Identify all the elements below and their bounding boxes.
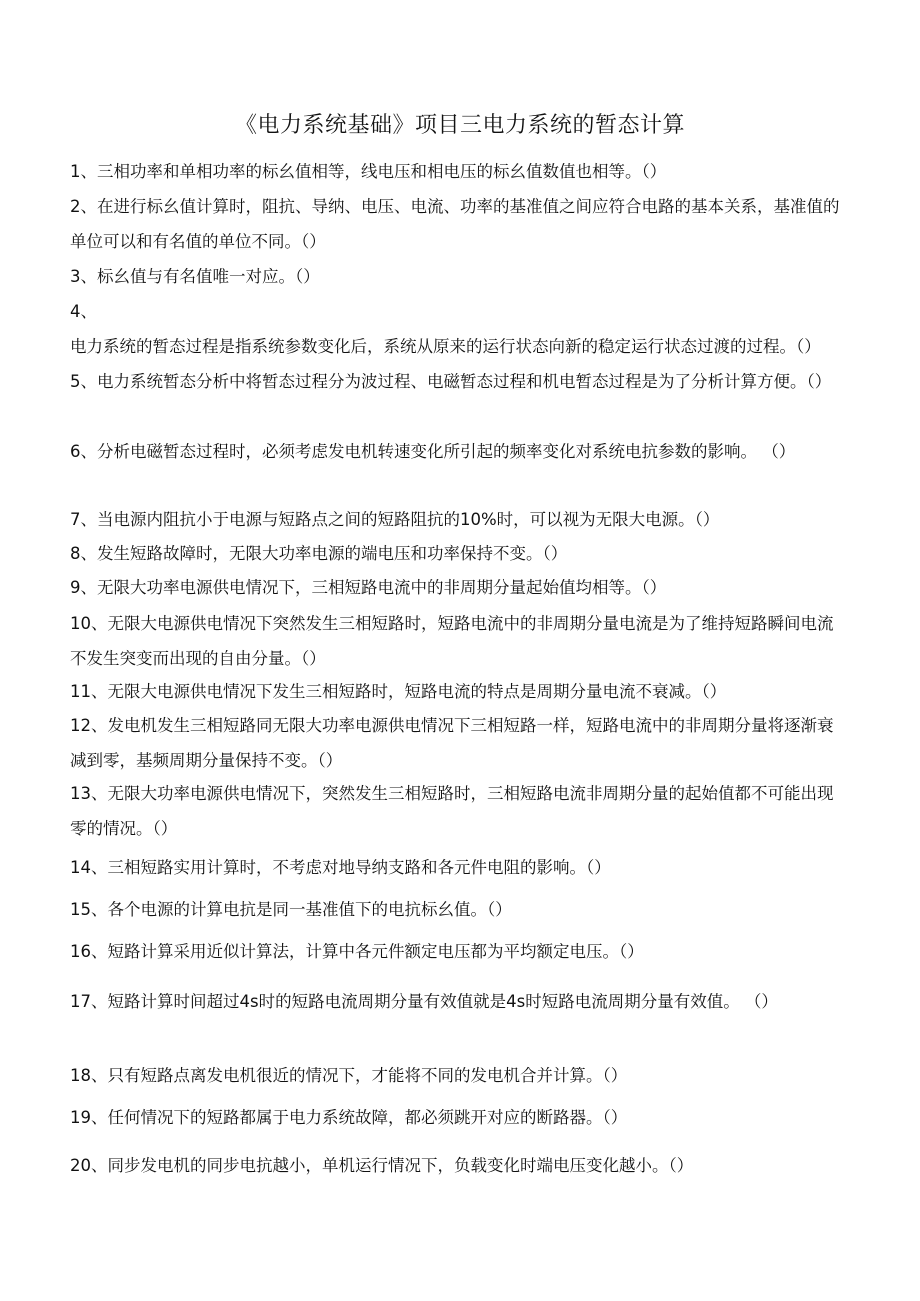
- question-number: 13、: [70, 784, 108, 803]
- question-text: 电力系统暂态分析中将暂态过程分为波过程、电磁暂态过程和机电暂态过程是为了分析计算方便。（）: [97, 372, 832, 391]
- question-number: 7、: [70, 510, 97, 529]
- question-text: 同步发电机的同步电抗越小，单机运行情况下，负载变化时端电压变化越小。（）: [107, 1156, 694, 1175]
- page-title: 《电力系统基础》项目三电力系统的暂态计算: [234, 113, 685, 138]
- question-text: 当电源内阻抗小于电源与短路点之间的短路阻抗的10%时，可以视为无限大电源。（）: [97, 510, 720, 529]
- question-text: 三相功率和单相功率的标幺值相等，线电压和相电压的标幺值数值也相等。（）: [97, 162, 667, 181]
- question-item: [70, 536, 845, 571]
- question-number: 19、: [70, 1108, 108, 1127]
- question-item: [70, 934, 845, 969]
- question-text: 发生短路故障时，无限大功率电源的端电压和功率保持不变。（）: [97, 544, 568, 563]
- question-item: [70, 606, 845, 676]
- question-number: 4、: [70, 302, 97, 321]
- question-text: 各个电源的计算电抗是同一基准值下的电抗标幺值。（）: [107, 900, 512, 919]
- question-item: [70, 708, 845, 778]
- question-item: [70, 1148, 845, 1183]
- question-text: 无限大功率电源供电情况下，突然发生三相短路时，三相短路电流非周期分量的起始值都不可能出现零的情况。（）: [70, 784, 834, 838]
- question-item: [70, 259, 845, 294]
- question-item: [70, 364, 845, 399]
- question-number: 20、: [70, 1156, 108, 1175]
- question-text: 三相短路实用计算时，不考虑对地导纳支路和各元件电阻的影响。（）: [107, 858, 611, 877]
- question-text: 在进行标幺值计算时，阻抗、导纳、电压、电流、功率的基准值之间应符合电路的基本关系，基准值的单位可以和有名值的单位不同。（）: [70, 197, 840, 251]
- question-item: [70, 189, 845, 259]
- question-text: 只有短路点离发电机很近的情况下，才能将不同的发电机合并计算。（）: [107, 1066, 628, 1085]
- question-text: 短路计算时间超过4s时的短路电流周期分量有效值就是4s时短路电流周期分量有效值。 （）: [107, 992, 778, 1011]
- question-item: [70, 570, 845, 605]
- question-number: 2、: [70, 197, 97, 216]
- question-number: 1、: [70, 162, 97, 181]
- question-text: 无限大功率电源供电情况下，三相短路电流中的非周期分量起始值均相等。（）: [97, 578, 667, 597]
- question-item: [70, 434, 845, 469]
- question-item: [70, 1058, 845, 1093]
- question-item: [70, 294, 845, 364]
- question-text: 无限大电源供电情况下突然发生三相短路时，短路电流中的非周期分量电流是为了维持短路瞬间电流不发生突变而出现的自由分量。（）: [70, 614, 834, 668]
- question-number: 8、: [70, 544, 97, 563]
- question-item: [70, 984, 845, 1019]
- question-number: 3、: [70, 267, 97, 286]
- question-item: [70, 892, 845, 927]
- question-number: 14、: [70, 858, 108, 877]
- question-number: 6、: [70, 442, 97, 461]
- question-text: 任何情况下的短路都属于电力系统故障，都必须跳开对应的断路器。（）: [107, 1108, 628, 1127]
- question-number: 17、: [70, 992, 108, 1011]
- question-number: 16、: [70, 942, 108, 961]
- question-item: [70, 1100, 845, 1135]
- question-text: 无限大电源供电情况下发生三相短路时，短路电流的特点是周期分量电流不衰减。（）: [107, 682, 727, 701]
- question-text: 发电机发生三相短路同无限大功率电源供电情况下三相短路一样，短路电流中的非周期分量将逐渐衰减到零，基频周期分量保持不变。（）: [70, 716, 834, 770]
- question-item: [70, 850, 845, 885]
- question-text: 标幺值与有名值唯一对应。（）: [97, 267, 320, 286]
- question-number: 12、: [70, 716, 108, 735]
- question-item: [70, 776, 845, 846]
- question-item: [70, 674, 845, 709]
- question-item: [70, 154, 845, 189]
- question-number: 18、: [70, 1066, 108, 1085]
- question-number: 9、: [70, 578, 97, 597]
- question-number: 11、: [70, 682, 108, 701]
- question-text: 短路计算采用近似计算法，计算中各元件额定电压都为平均额定电压。（）: [107, 942, 644, 961]
- question-number: 5、: [70, 372, 97, 391]
- question-number: 10、: [70, 614, 108, 633]
- question-number: 15、: [70, 900, 108, 919]
- question-text: 分析电磁暂态过程时，必须考虑发电机转速变化所引起的频率变化对系统电抗参数的影响。 （）: [97, 442, 796, 461]
- question-text: 电力系统的暂态过程是指系统参数变化后，系统从原来的运行状态向新的稳定运行状态过渡的过程。（）: [70, 337, 821, 356]
- question-item: [70, 502, 845, 537]
